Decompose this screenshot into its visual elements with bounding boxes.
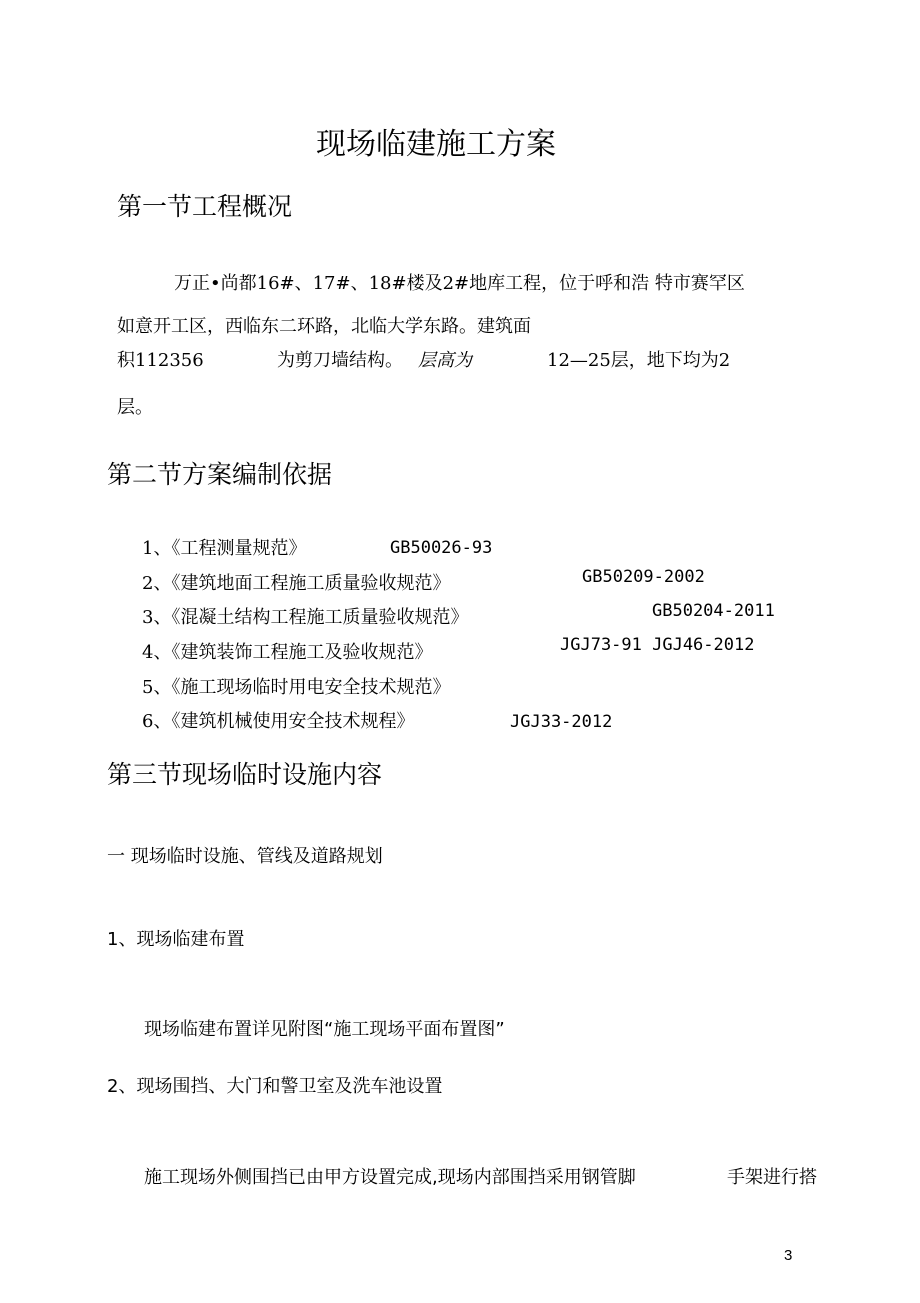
overview-line-3a: 积112356 [117,350,204,371]
section-heading-2: 第二节方案编制依据 [107,460,333,489]
subsection-heading: 一 现场临时设施、管线及道路规划 [107,846,383,867]
page-number: 3 [784,1247,793,1264]
reference-code-4: JGJ73-91 JGJ46-2012 [560,635,755,655]
item-body-2b: 手架进行搭 [727,1167,817,1188]
reference-item-3: 3、《混凝土结构工程施工质量验收规范》 [142,607,469,628]
item-heading-1: 1、现场临建布置 [107,929,245,950]
overview-line-3d: 12—25层，地下均为2 [547,350,731,371]
section-heading-3: 第三节现场临时设施内容 [107,760,383,789]
overview-line-3c: 层高为 [418,350,472,371]
section-heading-1: 第一节工程概况 [117,192,293,221]
item-body-2a: 施工现场外侧围挡已由甲方设置完成,现场内部围挡采用钢管脚 [144,1167,636,1188]
reference-item-5: 5、《施工现场临时用电安全技术规范》 [142,677,451,698]
item-heading-2: 2、现场围挡、大门和警卫室及洗车池设置 [107,1076,443,1097]
overview-line-4: 层。 [117,397,153,418]
reference-code-2: GB50209-2002 [582,567,705,587]
overview-line-1: 万正•尚都16#、17#、18#楼及2#地库工程，位于呼和浩 特市赛罕区 [174,273,745,294]
reference-item-1: 1、《工程测量规范》 [142,538,307,559]
item-body-1: 现场临建布置详见附图“施工现场平面布置图” [144,1019,505,1040]
reference-item-4: 4、《建筑装饰工程施工及验收规范》 [142,642,433,663]
reference-item-6: 6、《建筑机械使用安全技术规程》 [142,711,415,732]
reference-item-2: 2、《建筑地面工程施工质量验收规范》 [142,573,451,594]
overview-line-3b: 为剪刀墙结构。 [277,350,403,371]
overview-line-2: 如意开工区，西临东二环路，北临大学东路。建筑面 [117,316,531,337]
page-title: 现场临建施工方案 [316,127,556,162]
reference-code-6: JGJ33-2012 [510,712,613,732]
reference-code-1: GB50026-93 [390,538,493,558]
reference-code-3: GB50204-2011 [652,601,775,621]
